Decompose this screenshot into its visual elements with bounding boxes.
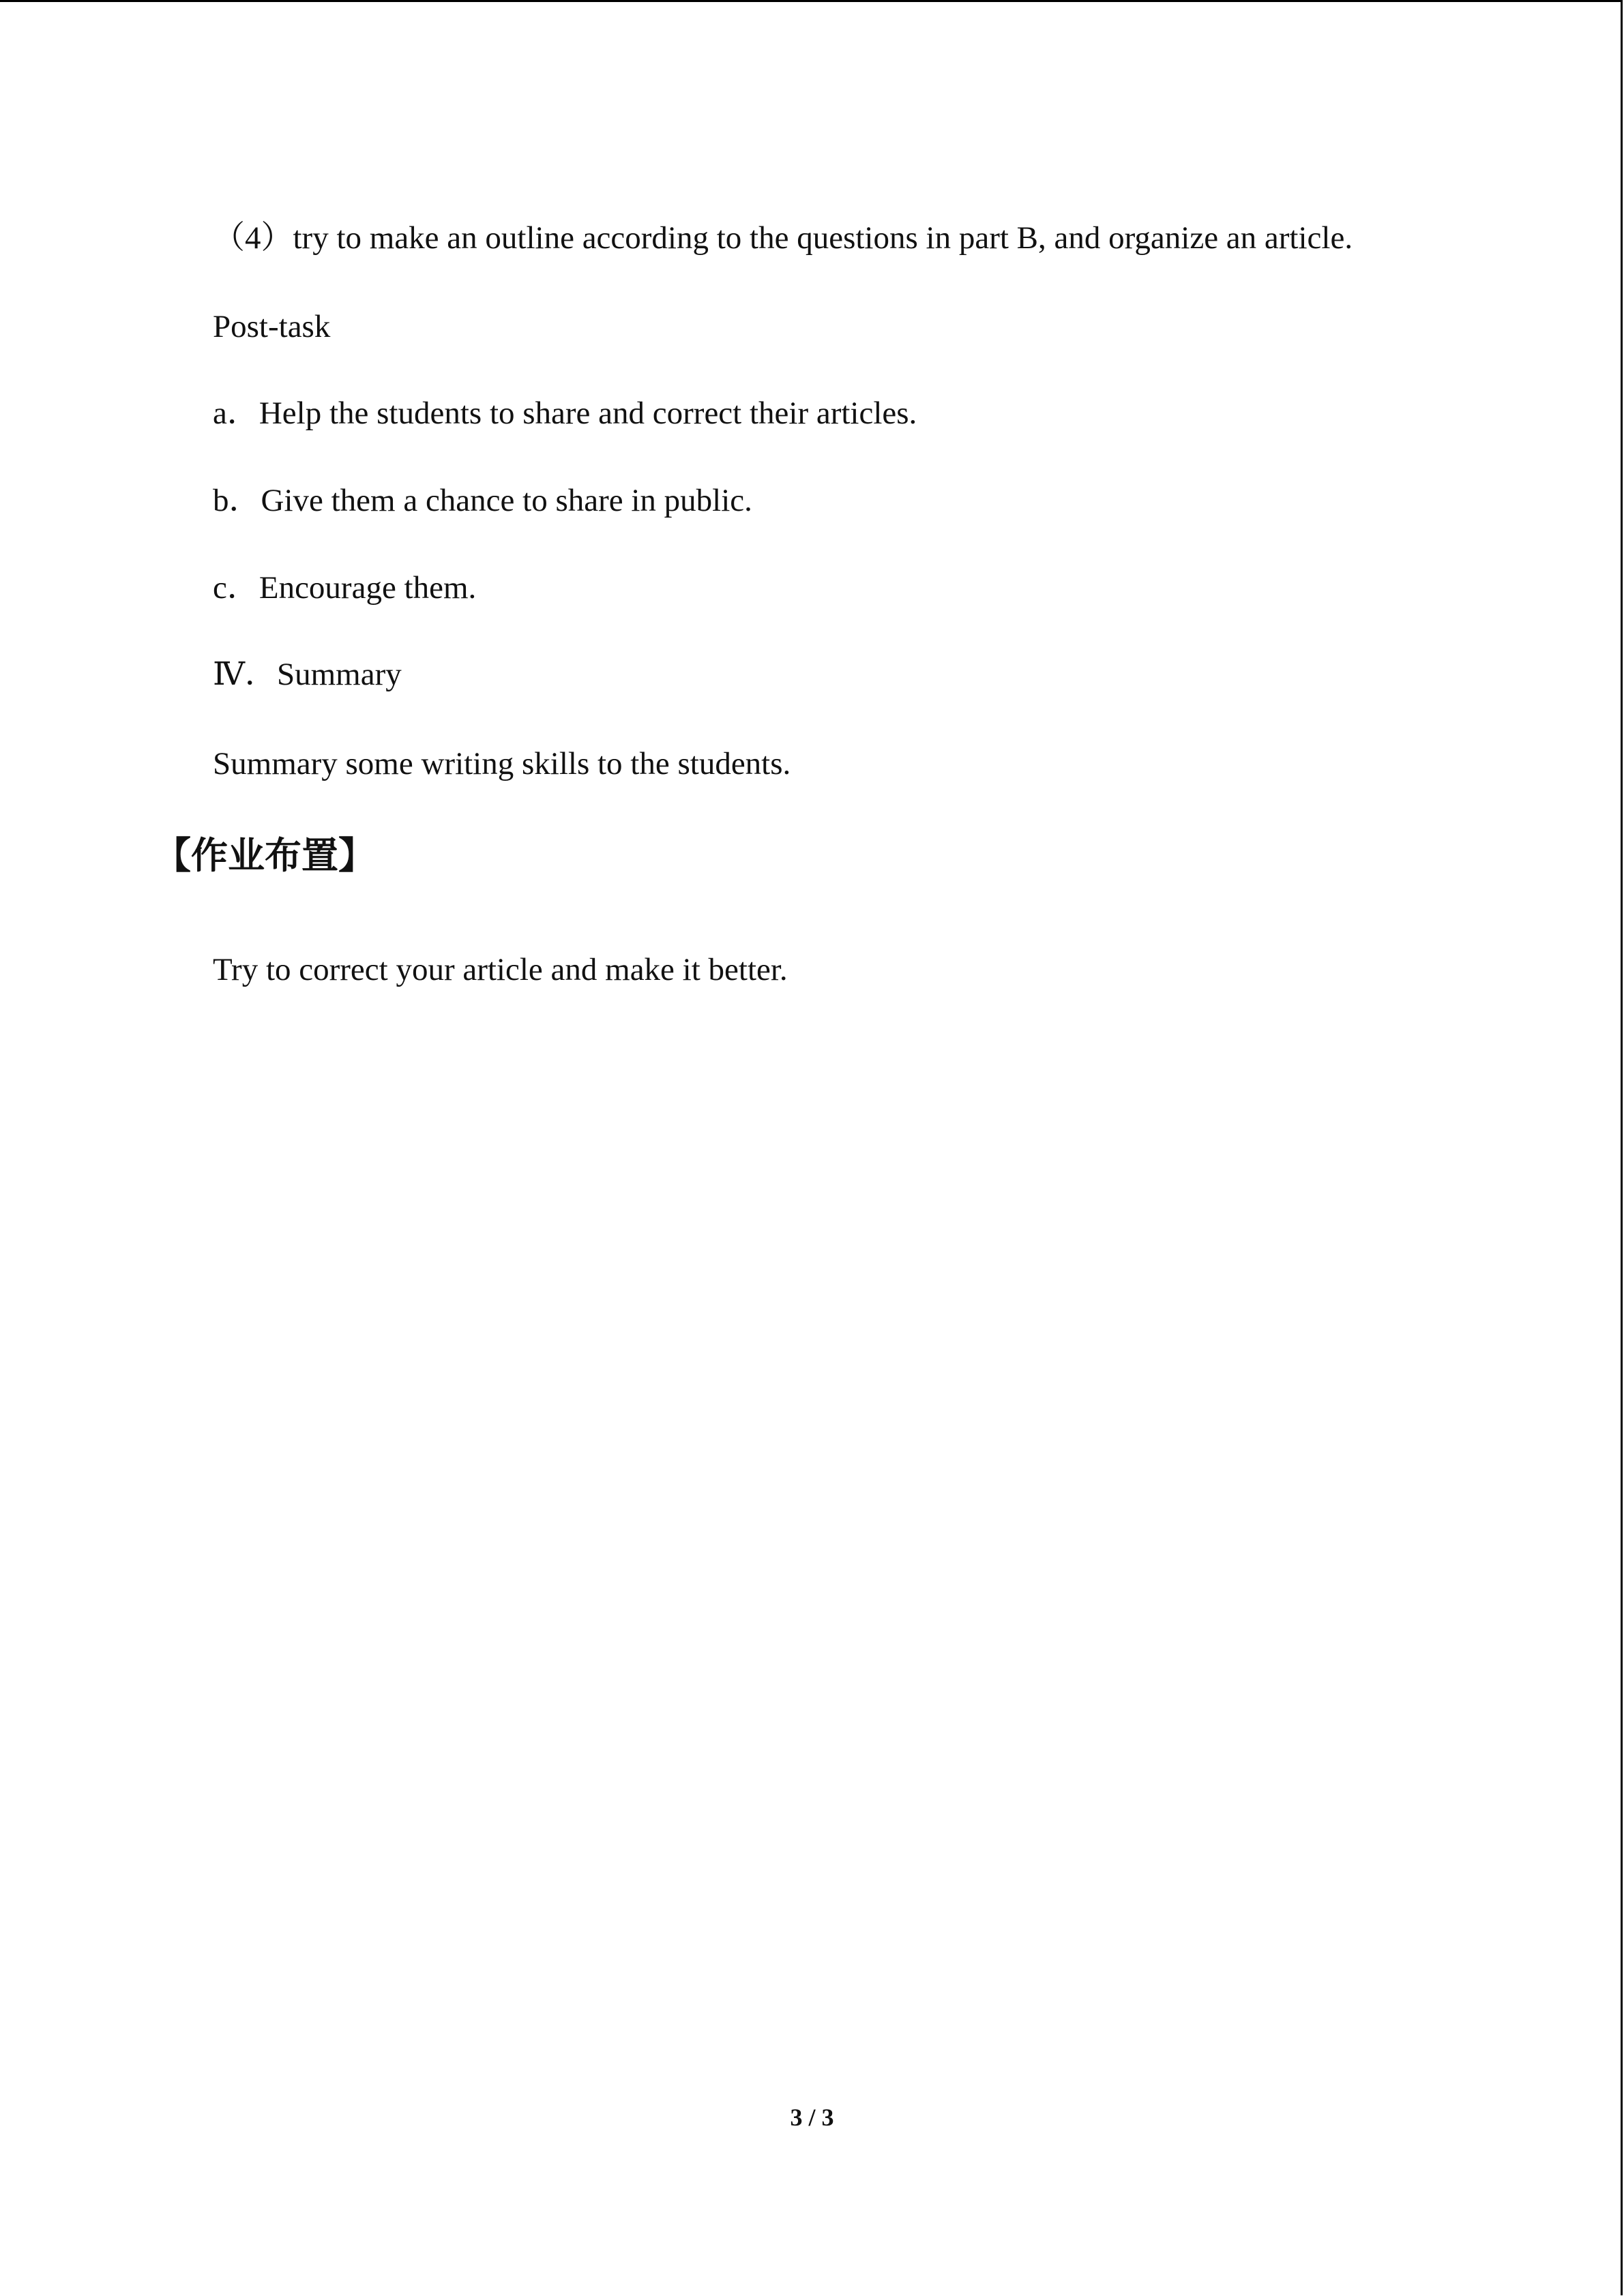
summary-text: Summary some writing skills to the students. xyxy=(213,746,791,781)
homework-text: Try to correct your article and make it better. xyxy=(213,952,788,987)
post-task-item-c: c．Encourage them. xyxy=(213,570,477,606)
summary-section-title: Ⅳ．Summary xyxy=(213,657,402,692)
post-task-item-a: a．Help the students to share and correct their articles. xyxy=(213,396,917,431)
post-task-label: Post-task xyxy=(213,309,331,344)
post-task-item-b: b．Give them a chance to share in public. xyxy=(213,483,752,518)
step-four-outline-text: （4）try to make an outline according to the questions in part B, and organize an article. xyxy=(213,220,1353,256)
page-number: 3 / 3 xyxy=(790,2104,834,2131)
homework-heading: 【作业布置】 xyxy=(154,834,375,877)
